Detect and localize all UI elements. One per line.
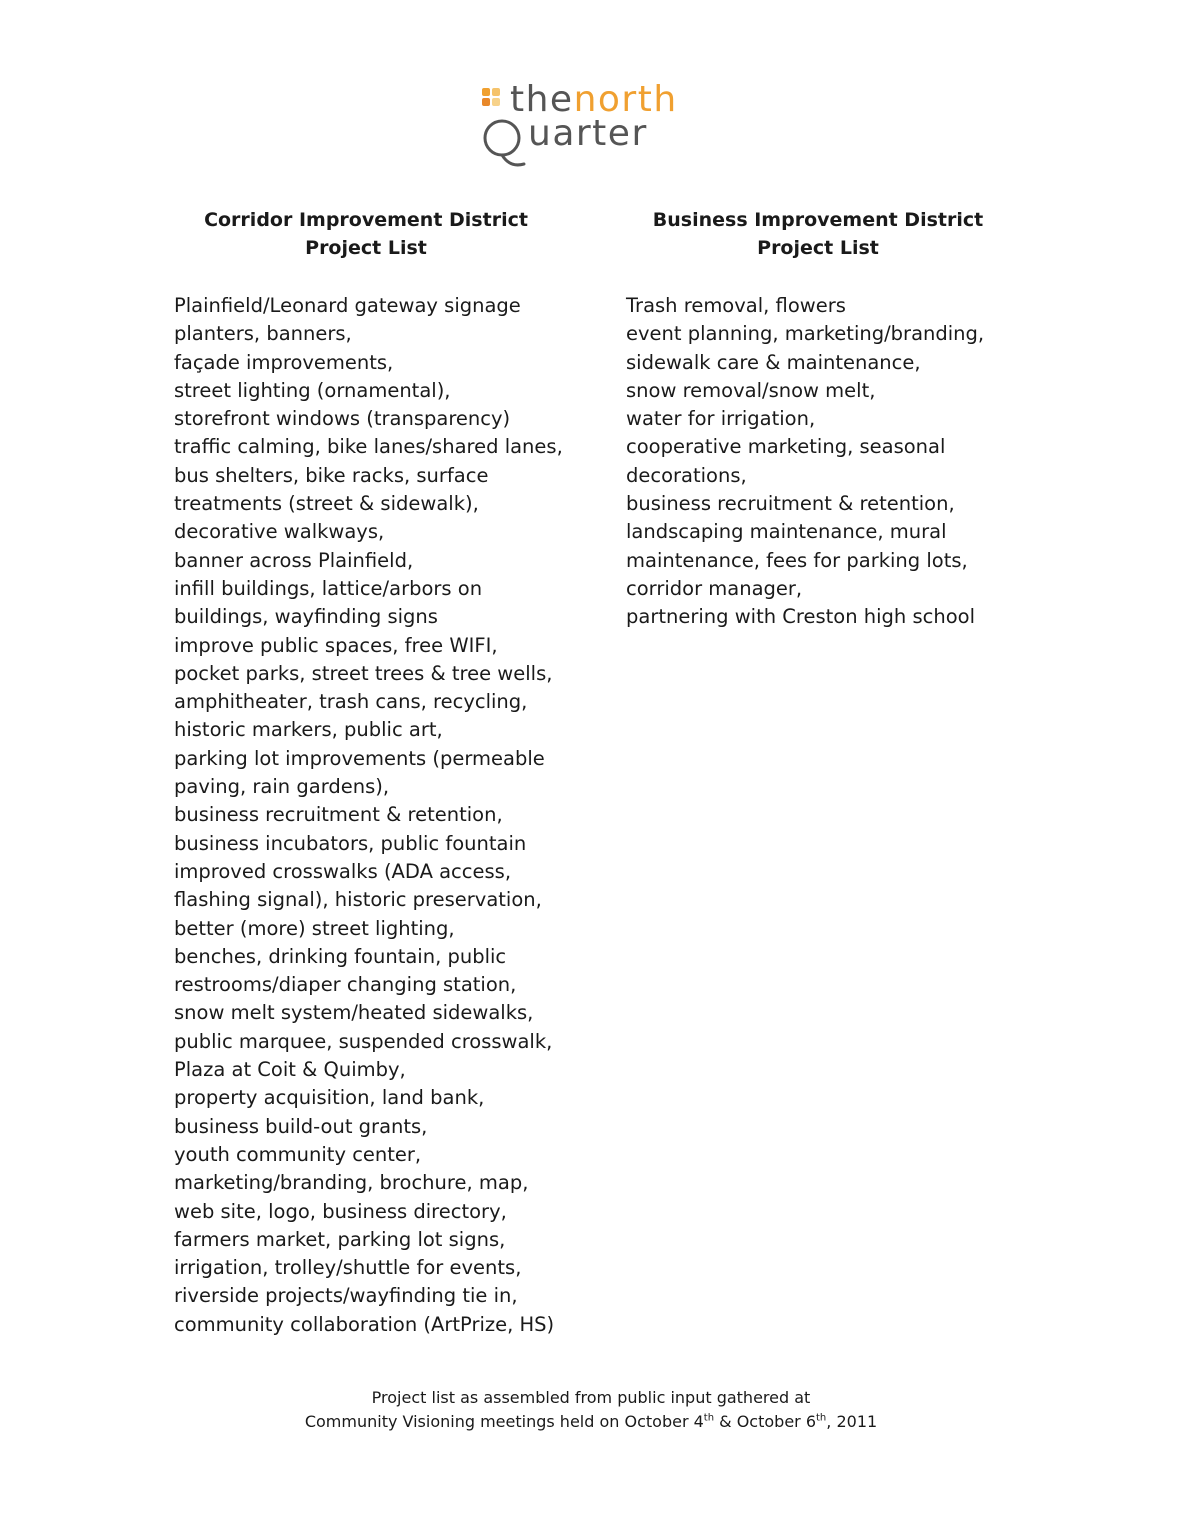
list-item: snow removal/snow melt, [626,378,876,402]
list-item: business recruitment & retention, [626,492,955,516]
list-item: parking lot improvements (permeable [174,746,545,770]
list-item: decorations, [626,463,747,487]
list-item: street lighting (ornamental), [174,378,451,402]
north-quarter-logo [480,79,720,174]
list-item: Plainfield/Leonard gateway signage [174,294,521,317]
list-item: planters, banners, [174,322,352,346]
list-item: public marquee, suspended crosswalk, [174,1029,553,1053]
list-item: maintenance, fees for parking lots, [626,548,968,572]
logo-dot [492,98,500,106]
list-item: snow melt system/heated sidewalks, [174,1001,534,1025]
list-item: benches, drinking fountain, public [174,944,507,968]
footer-text: , 2011 [826,1412,878,1431]
list-item: better (more) street lighting, [174,916,455,940]
logo-word-north: north [573,79,678,120]
footer-text: Community Visioning meetings held on October 4 [304,1412,704,1431]
list-item: decorative walkways, [174,520,385,544]
logo-word-uarter: uarter [528,113,648,154]
list-item: treatments (street & sidewalk), [174,492,479,516]
list-item: improved crosswalks (ADA access, [174,859,512,883]
list-item: corridor manager, [626,576,803,600]
logo-dots-icon [482,88,506,112]
list-item: façade improvements, [174,350,394,374]
list-item: marketing/branding, brochure, map, [174,1171,529,1195]
business-district-heading [606,206,1030,262]
list-item: landscaping maintenance, mural [626,520,947,544]
footer-superscript: th [703,1412,715,1424]
footer-note [0,1386,1182,1434]
list-item: web site, logo, business directory, [174,1199,507,1223]
footer-text: & October 6 [714,1412,817,1431]
list-item: infill buildings, lattice/arbors on [174,576,483,600]
list-item: buildings, wayfinding signs [174,605,438,629]
list-item: youth community center, [174,1142,422,1166]
list-item: amphitheater, trash cans, recycling, [174,690,528,714]
list-item: business build-out grants, [174,1114,428,1138]
list-item: sidewalk care & maintenance, [626,350,921,374]
list-item: historic markers, public art, [174,718,443,742]
heading-line: Project List [305,237,427,259]
list-item: paving, rain gardens), [174,775,390,799]
corridor-project-list [174,292,563,1339]
footer-superscript: th [816,1412,827,1424]
list-item: improve public spaces, free WIFI, [174,633,498,657]
list-item: traffic calming, bike lanes/shared lanes, [174,435,563,459]
list-item: Trash removal, flowers [626,294,846,317]
list-item: business recruitment & retention, [174,803,503,827]
corridor-district-column [174,206,563,1339]
list-item: banner across Plainfield, [174,548,414,572]
business-district-column [626,206,1010,632]
list-item: pocket parks, street trees & tree wells, [174,661,553,685]
logo-dot [492,88,500,96]
corridor-district-heading [154,206,578,262]
list-item: restrooms/diaper changing station, [174,973,517,997]
list-item: farmers market, parking lot signs, [174,1227,506,1251]
list-item: irrigation, trolley/shuttle for events, [174,1256,522,1280]
logo-word-the: the [510,79,574,120]
footer-line-1: Project list as assembled from public input gathered at [371,1388,811,1407]
footer-line-2 [0,1410,1182,1434]
logo-dot [482,88,490,96]
list-item: storefront windows (transparency) [174,407,511,431]
list-item: event planning, marketing/branding, [626,322,985,346]
list-item: community collaboration (ArtPrize, HS) [174,1312,555,1336]
list-item: property acquisition, land bank, [174,1086,485,1110]
list-item: partnering with Creston high school [626,605,976,629]
heading-line: Corridor Improvement District [204,209,528,231]
heading-line: Project List [757,237,879,259]
list-item: bus shelters, bike racks, surface [174,463,489,487]
list-item: water for irrigation, [626,407,816,431]
heading-line: Business Improvement District [652,209,984,231]
list-item: cooperative marketing, seasonal [626,435,946,459]
list-item: Plaza at Coit & Quimby, [174,1058,406,1082]
list-item: business incubators, public fountain [174,831,527,855]
business-project-list [626,292,1010,632]
list-item: riverside projects/wayfinding tie in, [174,1284,518,1308]
list-item: flashing signal), historic preservation, [174,888,542,912]
logo-dot [482,98,490,106]
